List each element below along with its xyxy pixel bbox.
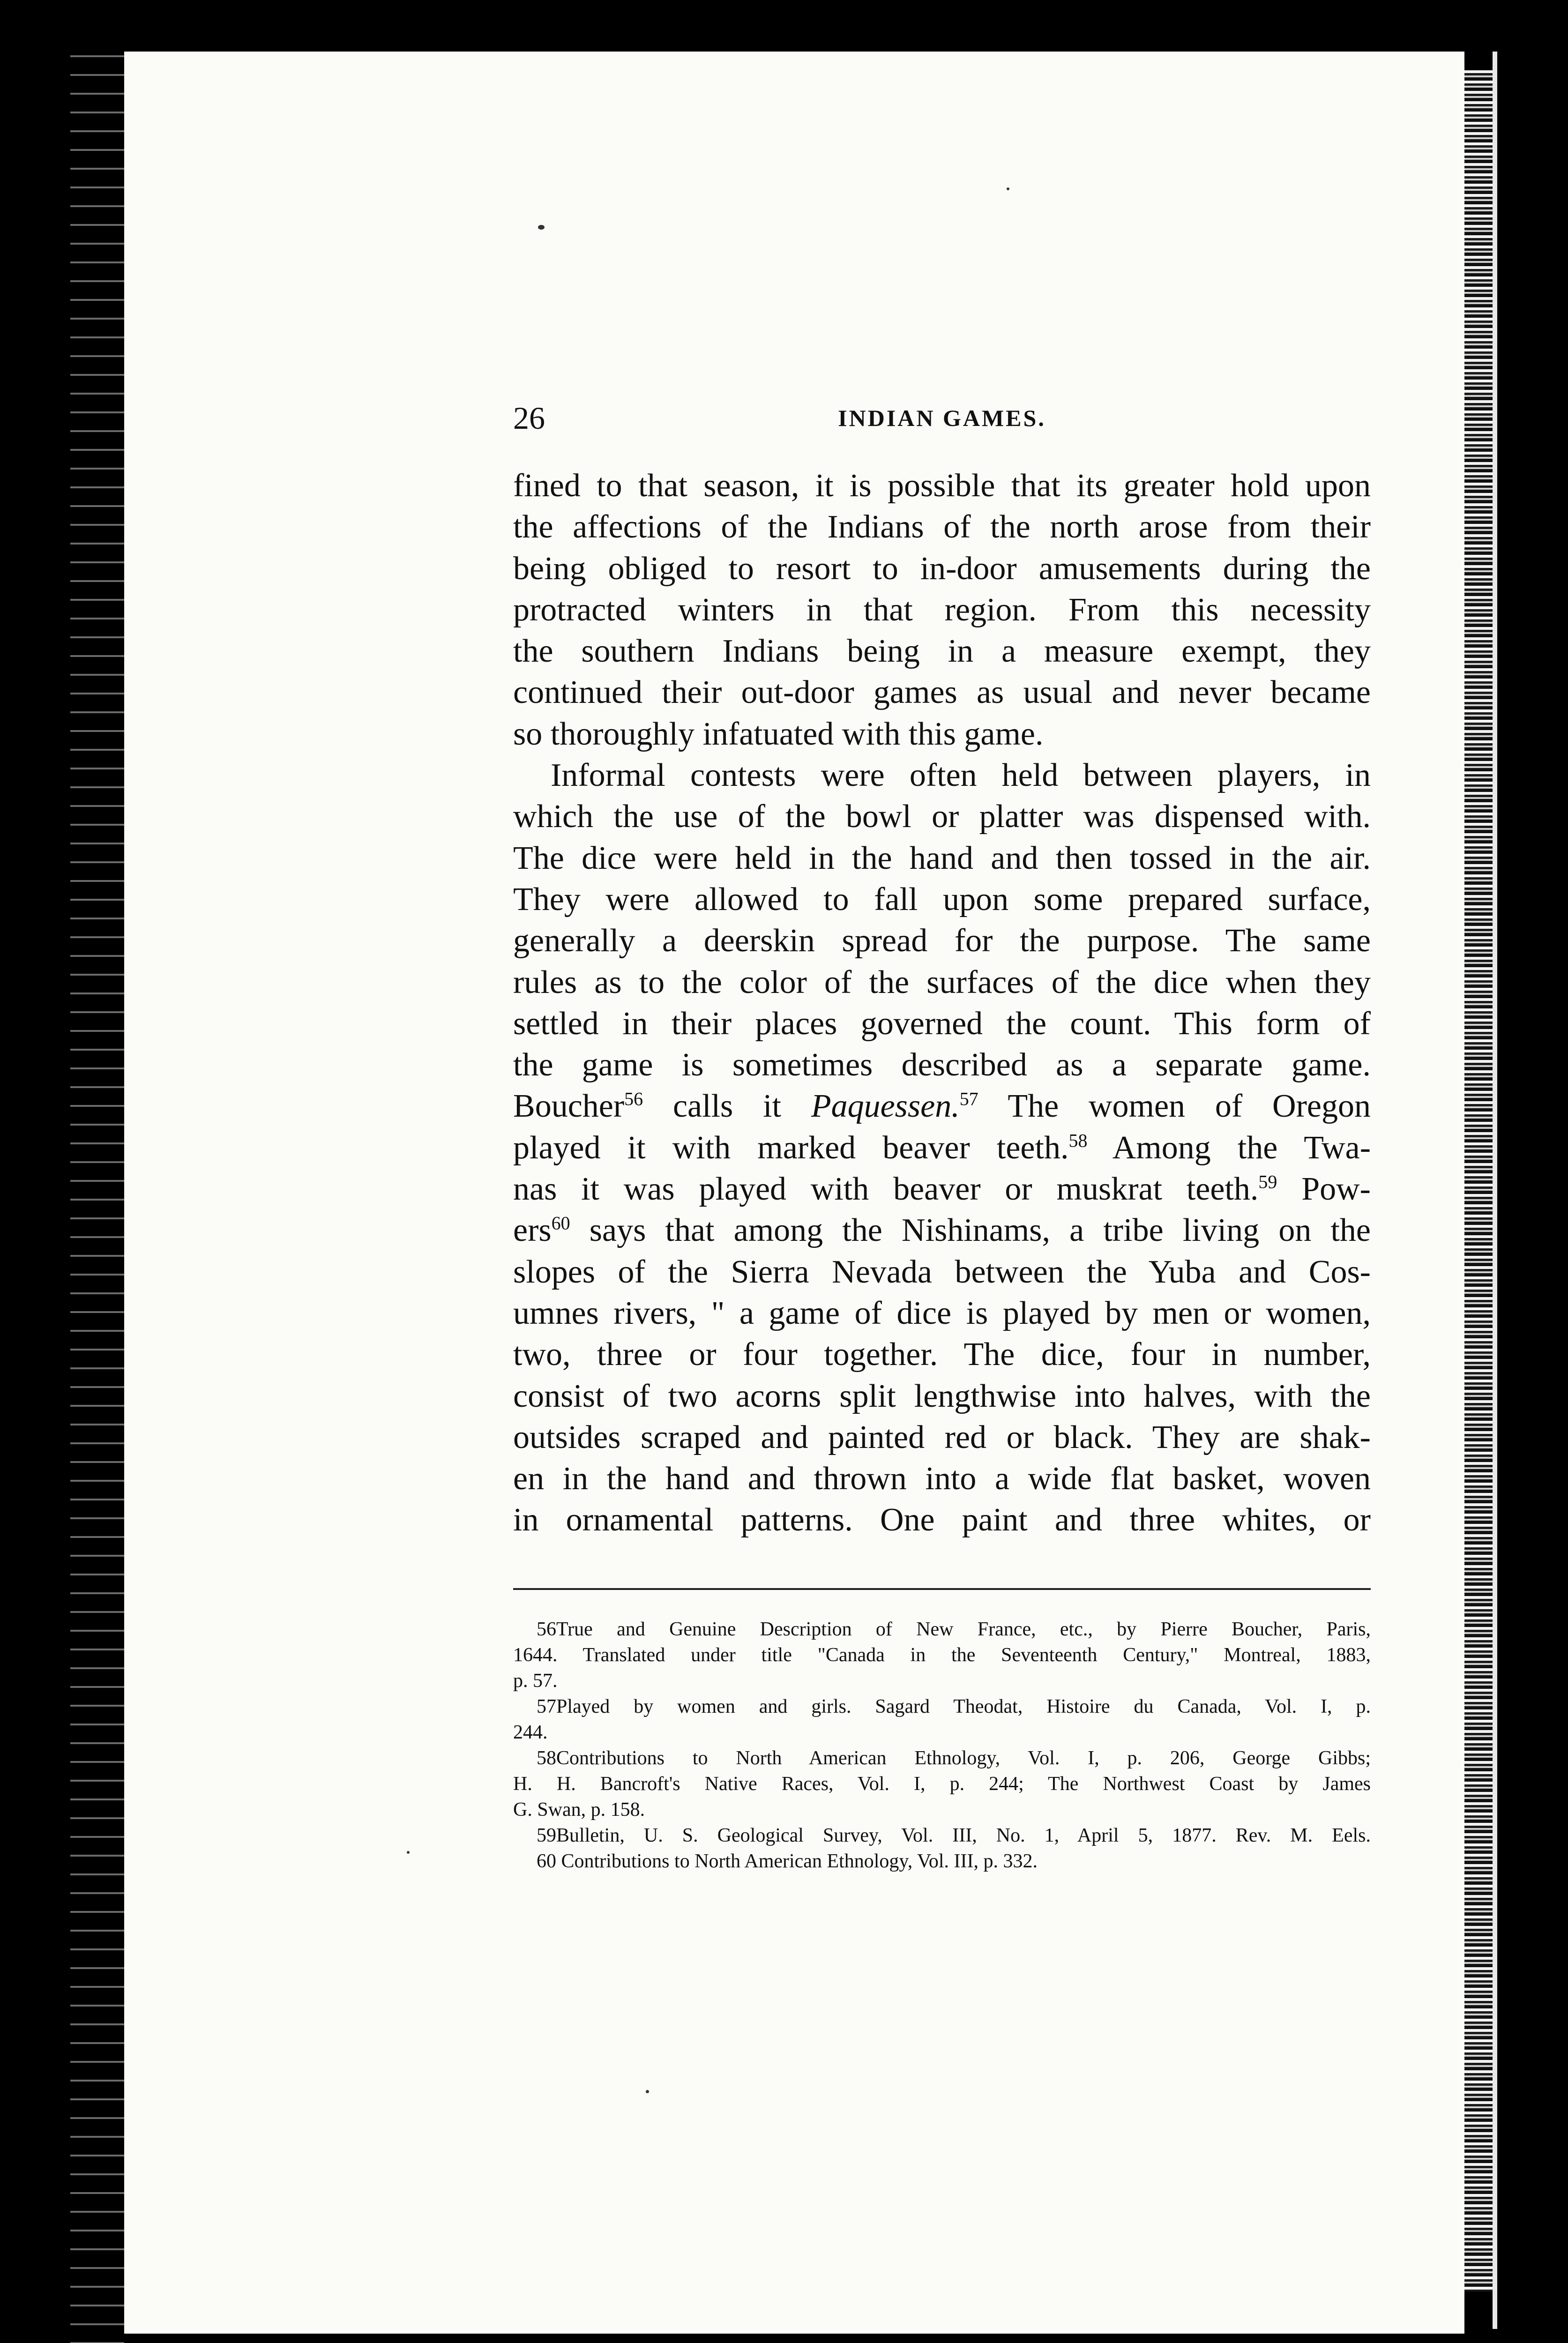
scan-right-edge: [1464, 70, 1493, 2291]
text-segment: The women of Oregon: [1008, 1088, 1371, 1125]
text-line: so thoroughly infatuated with this game.: [513, 716, 1044, 752]
footnote: [513, 1823, 1371, 1849]
text-line: generally a deerskin spread for the purpose. The same: [513, 923, 1371, 959]
text-line: The dice were held in the hand and then tossed in the air.: [513, 840, 1371, 876]
footnote-divider: [513, 1588, 1371, 1590]
footnote-ref: 57: [959, 1089, 978, 1110]
paragraph: [513, 755, 1371, 1541]
text-segment: calls it: [672, 1088, 781, 1125]
text-line: [513, 1210, 1371, 1251]
text-line: en in the hand and thrown into a wide flat basket, woven: [513, 1461, 1371, 1497]
page-header: [513, 395, 1371, 441]
footnote-ref: 56: [624, 1089, 643, 1110]
speck: [407, 1851, 410, 1854]
text-line: outsides scraped and painted red or black. They are shak-: [513, 1419, 1371, 1455]
footnote-line: G. Swan, p. 158.: [513, 1799, 645, 1821]
text-segment: Pow-: [1301, 1171, 1371, 1208]
text-line: [513, 1086, 1371, 1127]
footnote: [513, 1617, 1371, 1694]
running-head: INDIAN GAMES.: [838, 405, 1046, 431]
footnote: [513, 1694, 1371, 1746]
text-line: [513, 1169, 1371, 1210]
text-line: continued their out-door games as usual and never became: [513, 674, 1371, 711]
footnote-ref: 59: [1258, 1171, 1277, 1193]
footnote-ref: 58: [1068, 1130, 1088, 1151]
speck: [646, 2090, 649, 2093]
text-line: umnes rivers, " a game of dice is played by men or women,: [513, 1295, 1371, 1331]
italic-term: Paquessen.: [811, 1088, 960, 1125]
footnote-line: p. 57.: [513, 1670, 558, 1692]
footnote: [513, 1746, 1371, 1823]
footnote-line: 56True and Genuine Description of New France, etc., by Pierre Boucher, Paris,: [537, 1619, 1371, 1640]
text-segment: Among the Twa-: [1112, 1129, 1371, 1166]
text-line: the affections of the Indians of the north arose from their: [513, 509, 1371, 545]
text-line: consist of two acorns split lengthwise into halves, with the: [513, 1378, 1371, 1414]
footnote-line: 1644. Translated under title "Canada in the Seventeenth Century," Montreal, 1883,: [513, 1644, 1371, 1666]
text-line: settled in their places governed the count. This form of: [513, 1005, 1371, 1042]
footnote: [513, 1849, 1371, 1874]
text-line: fined to that season, it is possible that its greater hold upon: [513, 468, 1371, 504]
text-segment: Boucher: [513, 1088, 625, 1125]
text-line: They were allowed to fall upon some prepared surface,: [513, 881, 1371, 918]
page-number: 26: [513, 400, 545, 436]
text-line: the southern Indians being in a measure exempt, they: [513, 633, 1371, 670]
footnotes: [513, 1617, 1371, 1874]
text-segment: nas it was played with beaver or muskrat teeth.: [513, 1171, 1259, 1208]
text-line: two, three or four together. The dice, four in number,: [513, 1336, 1371, 1373]
body-text: [513, 465, 1371, 1541]
text-line: [513, 1127, 1371, 1169]
text-line: slopes of the Sierra Nevada between the Yuba and Cos-: [513, 1254, 1371, 1290]
text-line: which the use of the bowl or platter was dispensed with.: [513, 798, 1371, 835]
scan-right-border: [1493, 52, 1497, 2329]
text-segment: says that among the Nishinams, a tribe living on the: [589, 1212, 1371, 1249]
text-line: rules as to the color of the surfaces of the dice when they: [513, 964, 1371, 1000]
paragraph: [513, 465, 1371, 755]
footnote-line: 57Played by women and girls. Sagard Theodat, Histoire du Canada, Vol. I, p.: [537, 1696, 1371, 1717]
footnote-line: 59Bulletin, U. S. Geological Survey, Vol. III, No. 1, April 5, 1877. Rev. M. Eels.: [537, 1825, 1371, 1846]
scan-left-edge: [70, 47, 124, 2343]
text-segment: ers: [513, 1212, 552, 1249]
footnote-line: H. H. Bancroft's Native Races, Vol. I, p. 244; The Northwest Coast by James: [513, 1773, 1371, 1795]
footnote-line: 244.: [513, 1722, 548, 1743]
speck: [538, 225, 545, 230]
speck: [1007, 187, 1009, 190]
text-line: protracted winters in that region. From this necessity: [513, 591, 1371, 628]
text-line: Informal contests were often held between players, in: [551, 757, 1371, 794]
footnote-ref: 60: [551, 1213, 570, 1234]
text-line: in ornamental patterns. One paint and three whites, or: [513, 1502, 1371, 1538]
footnote-line: 60 Contributions to North American Ethnology, Vol. III, p. 332.: [537, 1851, 1038, 1872]
footnote-line: 58Contributions to North American Ethnology, Vol. I, p. 206, George Gibbs;: [537, 1747, 1371, 1769]
text-line: the game is sometimes described as a separate game.: [513, 1047, 1371, 1083]
text-line: being obliged to resort to in-door amusements during the: [513, 550, 1371, 587]
text-segment: played it with marked beaver teeth.: [513, 1129, 1069, 1166]
